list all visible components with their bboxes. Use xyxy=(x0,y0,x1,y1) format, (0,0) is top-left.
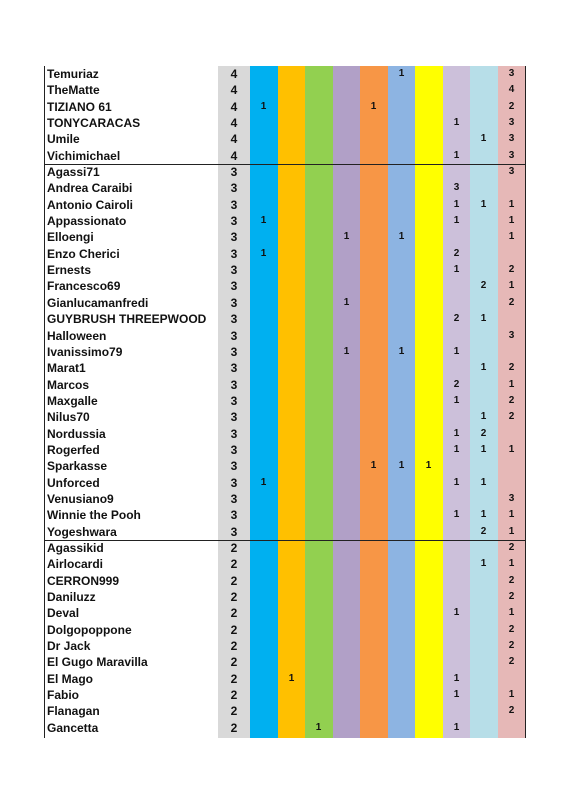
table-row xyxy=(44,458,526,474)
player-total: 3 xyxy=(230,475,238,490)
table-row xyxy=(44,311,526,327)
player-total: 3 xyxy=(230,279,238,294)
table-row xyxy=(44,66,526,82)
score-cell-d: 1 xyxy=(343,345,350,357)
player-total: 3 xyxy=(230,295,238,310)
table-row xyxy=(44,262,526,278)
score-cell-j: 3 xyxy=(508,133,515,145)
table-row xyxy=(44,278,526,294)
player-name: Umile xyxy=(47,132,80,147)
score-cell-f: 1 xyxy=(398,460,405,472)
score-cell-h: 1 xyxy=(453,672,460,684)
table-row xyxy=(44,671,526,687)
player-total: 3 xyxy=(230,491,238,506)
score-cell-h: 1 xyxy=(453,215,460,227)
table-row xyxy=(44,180,526,196)
player-total: 2 xyxy=(230,606,238,621)
table-row xyxy=(44,605,526,621)
score-cell-h: 1 xyxy=(453,443,460,455)
player-total: 3 xyxy=(230,508,238,523)
score-cell-h: 2 xyxy=(453,313,460,325)
score-cell-j: 3 xyxy=(508,68,515,79)
player-total: 2 xyxy=(230,704,238,719)
table-row xyxy=(44,426,526,442)
score-cell-i: 1 xyxy=(480,198,487,210)
table-row xyxy=(44,148,526,164)
score-cell-j: 1 xyxy=(508,231,515,243)
score-table xyxy=(44,66,526,738)
score-cell-h: 1 xyxy=(453,345,460,357)
player-total: 3 xyxy=(230,312,238,327)
player-total: 2 xyxy=(230,720,238,735)
table-row xyxy=(44,295,526,311)
table-row xyxy=(44,540,526,556)
player-total: 3 xyxy=(230,377,238,392)
score-cell-j: 3 xyxy=(508,149,515,161)
player-total: 2 xyxy=(230,671,238,686)
player-name: Marcos xyxy=(47,377,90,392)
player-total: 3 xyxy=(230,214,238,229)
player-total: 3 xyxy=(230,165,238,180)
score-cell-h: 1 xyxy=(453,149,460,161)
score-cell-j: 2 xyxy=(508,574,515,586)
table-row xyxy=(44,377,526,393)
player-total: 2 xyxy=(230,622,238,637)
player-name: Gianlucamanfredi xyxy=(47,295,149,310)
player-total: 2 xyxy=(230,590,238,604)
player-name: Daniluzz xyxy=(47,590,96,604)
player-name: Maxgalle xyxy=(47,393,98,408)
player-total: 3 xyxy=(230,426,238,441)
table-row xyxy=(44,213,526,229)
score-cell-d: 1 xyxy=(343,296,350,308)
table-row xyxy=(44,703,526,719)
player-name: Venusiano9 xyxy=(47,491,114,506)
score-cell-j: 1 xyxy=(508,280,515,292)
score-cell-h: 1 xyxy=(453,509,460,521)
player-total: 3 xyxy=(230,344,238,359)
player-total: 2 xyxy=(230,540,238,555)
player-name: Temuriaz xyxy=(47,67,99,81)
player-name: Francesco69 xyxy=(47,279,121,294)
score-cell-h: 1 xyxy=(453,721,460,733)
score-cell-j: 1 xyxy=(508,689,515,701)
score-cell-a: 1 xyxy=(260,100,267,112)
player-name: Unforced xyxy=(47,475,100,490)
player-name: Yogeshwara xyxy=(47,524,117,539)
table-row xyxy=(44,589,526,605)
player-name: Winnie the Pooh xyxy=(47,508,141,523)
score-cell-i: 2 xyxy=(480,427,487,439)
player-name: Nilus70 xyxy=(47,410,90,425)
table-row xyxy=(44,638,526,654)
table-row xyxy=(44,720,526,736)
score-cell-j: 2 xyxy=(508,411,515,423)
score-cell-i: 2 xyxy=(480,280,487,292)
player-total: 4 xyxy=(230,83,238,98)
score-cell-b: 1 xyxy=(288,672,295,684)
table-row xyxy=(44,475,526,491)
score-cell-j: 1 xyxy=(508,198,515,210)
score-cell-h: 2 xyxy=(453,378,460,390)
player-name: Marat1 xyxy=(47,361,86,376)
score-cell-g: 1 xyxy=(425,460,432,472)
table-row xyxy=(44,654,526,670)
table-row xyxy=(44,507,526,523)
player-total: 3 xyxy=(230,393,238,408)
table-row xyxy=(44,246,526,262)
score-cell-a: 1 xyxy=(260,476,267,488)
score-cell-j: 3 xyxy=(508,492,515,504)
table-row xyxy=(44,393,526,409)
player-total: 2 xyxy=(230,688,238,703)
player-name: CERRON999 xyxy=(47,573,120,588)
score-cell-h: 1 xyxy=(453,607,460,619)
score-cell-j: 2 xyxy=(508,591,515,602)
player-total: 4 xyxy=(230,67,238,81)
table-row xyxy=(44,687,526,703)
player-name: Ivanissimo79 xyxy=(47,344,123,359)
player-name: Halloween xyxy=(47,328,107,343)
table-row xyxy=(44,82,526,98)
player-total: 3 xyxy=(230,230,238,245)
player-name: Ernests xyxy=(47,263,92,278)
score-cell-a: 1 xyxy=(260,247,267,259)
player-total: 3 xyxy=(230,459,238,474)
player-name: Dolgopoppone xyxy=(47,622,132,637)
score-cell-i: 1 xyxy=(480,133,487,145)
player-name: Fabio xyxy=(47,688,79,703)
score-cell-h: 1 xyxy=(453,689,460,701)
table-row xyxy=(44,229,526,245)
score-cell-i: 1 xyxy=(480,476,487,488)
score-cell-e: 1 xyxy=(370,460,377,472)
score-cell-h: 1 xyxy=(453,476,460,488)
score-cell-i: 1 xyxy=(480,362,487,374)
score-cell-j: 1 xyxy=(508,378,515,390)
score-cell-i: 1 xyxy=(480,443,487,455)
player-total: 2 xyxy=(230,639,238,654)
player-name: TheMatte xyxy=(47,83,100,98)
score-cell-h: 1 xyxy=(453,394,460,406)
score-cell-f: 1 xyxy=(398,231,405,243)
player-name: Airlocardi xyxy=(47,557,104,572)
player-total: 3 xyxy=(230,246,238,261)
score-cell-i: 1 xyxy=(480,313,487,325)
score-cell-e: 1 xyxy=(370,100,377,112)
score-cell-j: 1 xyxy=(508,509,515,521)
player-name: Sparkasse xyxy=(47,459,108,474)
score-cell-h: 1 xyxy=(453,117,460,129)
score-cell-j: 1 xyxy=(508,525,515,537)
score-cell-j: 1 xyxy=(508,215,515,227)
player-name: Andrea Caraibi xyxy=(47,181,133,196)
score-cell-i: 1 xyxy=(480,411,487,423)
table-row xyxy=(44,524,526,540)
player-name: Flanagan xyxy=(47,704,100,719)
player-name: El Gugo Maravilla xyxy=(47,655,148,670)
score-cell-j: 2 xyxy=(508,100,515,112)
score-cell-d: 1 xyxy=(343,231,350,243)
player-total: 3 xyxy=(230,328,238,343)
player-name: TONYCARACAS xyxy=(47,116,141,131)
score-cell-h: 1 xyxy=(453,427,460,439)
score-cell-h: 1 xyxy=(453,198,460,210)
table-row xyxy=(44,556,526,572)
player-name: Dr Jack xyxy=(47,639,91,654)
score-cell-j: 1 xyxy=(508,607,515,619)
player-total: 2 xyxy=(230,557,238,572)
table-row xyxy=(44,622,526,638)
score-cell-i: 2 xyxy=(480,525,487,537)
player-name: Antonio Cairoli xyxy=(47,197,133,212)
player-total: 3 xyxy=(230,197,238,212)
player-total: 4 xyxy=(230,116,238,131)
table-body xyxy=(44,66,526,736)
score-cell-h: 3 xyxy=(453,182,460,194)
player-name: Nordussia xyxy=(47,426,106,441)
score-cell-j: 2 xyxy=(508,640,515,652)
player-total: 4 xyxy=(230,132,238,147)
score-cell-j: 2 xyxy=(508,541,515,553)
score-cell-i: 1 xyxy=(480,509,487,521)
table-row xyxy=(44,328,526,344)
player-total: 3 xyxy=(230,263,238,278)
score-cell-j: 2 xyxy=(508,394,515,406)
player-name: Gancetta xyxy=(47,720,99,735)
player-total: 4 xyxy=(230,99,238,114)
player-total: 4 xyxy=(230,148,238,163)
player-total: 3 xyxy=(230,361,238,376)
score-cell-j: 2 xyxy=(508,623,515,635)
table-row xyxy=(44,131,526,147)
player-total: 3 xyxy=(230,181,238,196)
score-cell-j: 3 xyxy=(508,166,515,178)
table-row xyxy=(44,491,526,507)
score-cell-j: 2 xyxy=(508,656,515,668)
score-cell-f: 1 xyxy=(398,345,405,357)
player-name: Rogerfed xyxy=(47,442,100,457)
table-row xyxy=(44,344,526,360)
player-total: 2 xyxy=(230,573,238,588)
score-cell-h: 1 xyxy=(453,264,460,276)
table-row xyxy=(44,197,526,213)
score-cell-j: 2 xyxy=(508,296,515,308)
player-total: 3 xyxy=(230,524,238,539)
player-name: GUYBRUSH THREEPWOOD xyxy=(47,312,207,327)
player-name: TIZIANO 61 xyxy=(47,99,112,114)
player-name: Enzo Cherici xyxy=(47,246,120,261)
table-row xyxy=(44,573,526,589)
player-name: El Mago xyxy=(47,671,94,686)
player-name: Appassionato xyxy=(47,214,127,229)
player-name: Deval xyxy=(47,606,80,621)
table-row xyxy=(44,99,526,115)
table-row xyxy=(44,360,526,376)
score-cell-f: 1 xyxy=(398,68,405,79)
table-row xyxy=(44,409,526,425)
score-cell-j: 3 xyxy=(508,329,515,341)
score-cell-j: 1 xyxy=(508,558,515,570)
score-cell-a: 1 xyxy=(260,215,267,227)
score-cell-j: 2 xyxy=(508,362,515,374)
score-cell-j: 2 xyxy=(508,705,515,717)
score-cell-j: 2 xyxy=(508,264,515,276)
score-cell-c: 1 xyxy=(315,721,322,733)
score-cell-j: 4 xyxy=(508,84,515,96)
player-name: Vichimichael xyxy=(47,148,121,163)
score-cell-j: 3 xyxy=(508,117,515,129)
player-total: 3 xyxy=(230,442,238,457)
player-name: Elloengi xyxy=(47,230,94,245)
player-total: 2 xyxy=(230,655,238,670)
table-row xyxy=(44,442,526,458)
table-row xyxy=(44,164,526,180)
player-total: 3 xyxy=(230,410,238,425)
score-cell-j: 1 xyxy=(508,443,515,455)
score-cell-i: 1 xyxy=(480,558,487,570)
player-name: Agassikid xyxy=(47,540,104,555)
player-name: Agassi71 xyxy=(47,165,100,180)
table-row xyxy=(44,115,526,131)
score-cell-h: 2 xyxy=(453,247,460,259)
